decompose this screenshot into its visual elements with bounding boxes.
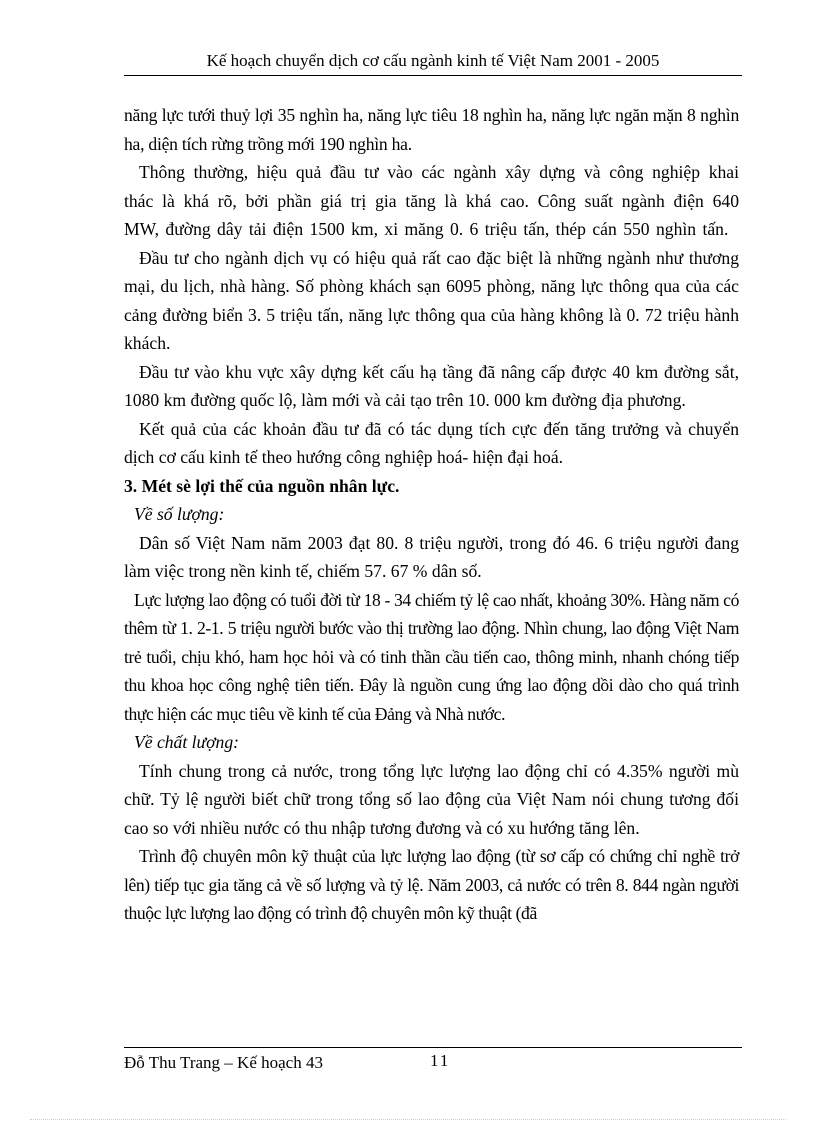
paragraph: Lực lượng lao động có tuổi đời từ 18 - 34 chiếm tỷ lệ cao nhất, khoảng 30%. Hàng năm có thêm từ 1. 2-1. 5 triệu người bước vào thị trường lao động. Nhìn chung, lao động Việt Nam trẻ tuổi, chịu khó, ham học hỏi và có tinh thần cầu tiến cao, thông minh, nhanh chóng tiếp thu khoa học công nghệ tiên tiến. Đây là nguồn cung ứng lao động dồi dào cho quá trình thực hiện các mục tiêu về kinh tế của Đảng và Nhà nước. bbox=[124, 589, 739, 724]
subheading: Về số lượng: bbox=[134, 504, 225, 524]
page-edge-divider bbox=[30, 1119, 786, 1120]
paragraph: Tính chung trong cả nước, trong tổng lực lượng lao động chỉ có 4.35% người mù chữ. Tỷ lệ người biết chữ trong tổng số lao động của Việt Nam nói chung tương đối cao so với nhiều nước có thu nhập tương đương và có xu hướng tăng lên. bbox=[124, 760, 739, 838]
paragraph: Kết quả của các khoản đầu tư đã có tác dụng tích cực đến tăng trưởng và chuyển dịch cơ cấu kinh tế theo hướng công nghiệp hoá- hiện đại hoá. bbox=[124, 418, 739, 467]
document-body bbox=[124, 101, 739, 928]
header-divider bbox=[124, 75, 742, 76]
footer-divider bbox=[124, 1047, 742, 1048]
section-heading: 3. Mét sè lợi thế của nguồn nhân lực. bbox=[124, 475, 400, 496]
paragraph: Thông thường, hiệu quả đầu tư vào các ngành xây dựng và công nghiệp khai thác là khá rõ, bởi phần giá trị gia tăng là khá cao. Công suất ngành điện 640 MW, đường dây tải điện 1500 km, xi măng 0. 6 triệu tấn, thép cán 550 nghìn tấn. bbox=[124, 162, 739, 239]
paragraph: Dân số Việt Nam năm 2003 đạt 80. 8 triệu người, trong đó 46. 6 triệu người đang làm việc trong nền kinh tế, chiếm 57. 67 % dân số. bbox=[124, 532, 739, 581]
footer-author: Đỗ Thu Trang – Kế hoạch 43 bbox=[124, 1053, 323, 1072]
paragraph: Đầu tư vào khu vực xây dựng kết cấu hạ tầng đã nâng cấp được 40 km đường sắt, 1080 km đường quốc lộ, làm mới và cải tạo trên 10. 000 km đường địa phương. bbox=[124, 361, 739, 410]
subheading: Về chất lượng: bbox=[134, 732, 239, 752]
paragraph: Đầu tư cho ngành dịch vụ có hiệu quả rất cao đặc biệt là những ngành như thương mại, du lịch, nhà hàng. Số phòng khách sạn 6095 phòng, năng lực thông qua của các cảng đường biển 3. 5 triệu tấn, năng lực thông qua của hàng không là 0. 72 triệu hành khách. bbox=[124, 247, 739, 353]
page-number: 11 bbox=[430, 1051, 451, 1070]
paragraph: năng lực tưới thuỷ lợi 35 nghìn ha, năng lực tiêu 18 nghìn ha, năng lực ngăn mặn 8 nghìn ha, diện tích rừng trồng mới 190 nghìn ha. bbox=[124, 105, 739, 154]
page-header-title: Kế hoạch chuyển dịch cơ cấu ngành kinh tế Việt Nam 2001 - 2005 bbox=[206, 51, 660, 70]
paragraph: Trình độ chuyên môn kỹ thuật của lực lượng lao động (từ sơ cấp có chứng chỉ nghề trở lên) tiếp tục gia tăng cả về số lượng và tỷ lệ. Năm 2003, cả nước có trên 8. 844 ngàn người thuộc lực lượng lao động có trình độ chuyên môn kỹ thuật (đã bbox=[124, 846, 739, 923]
